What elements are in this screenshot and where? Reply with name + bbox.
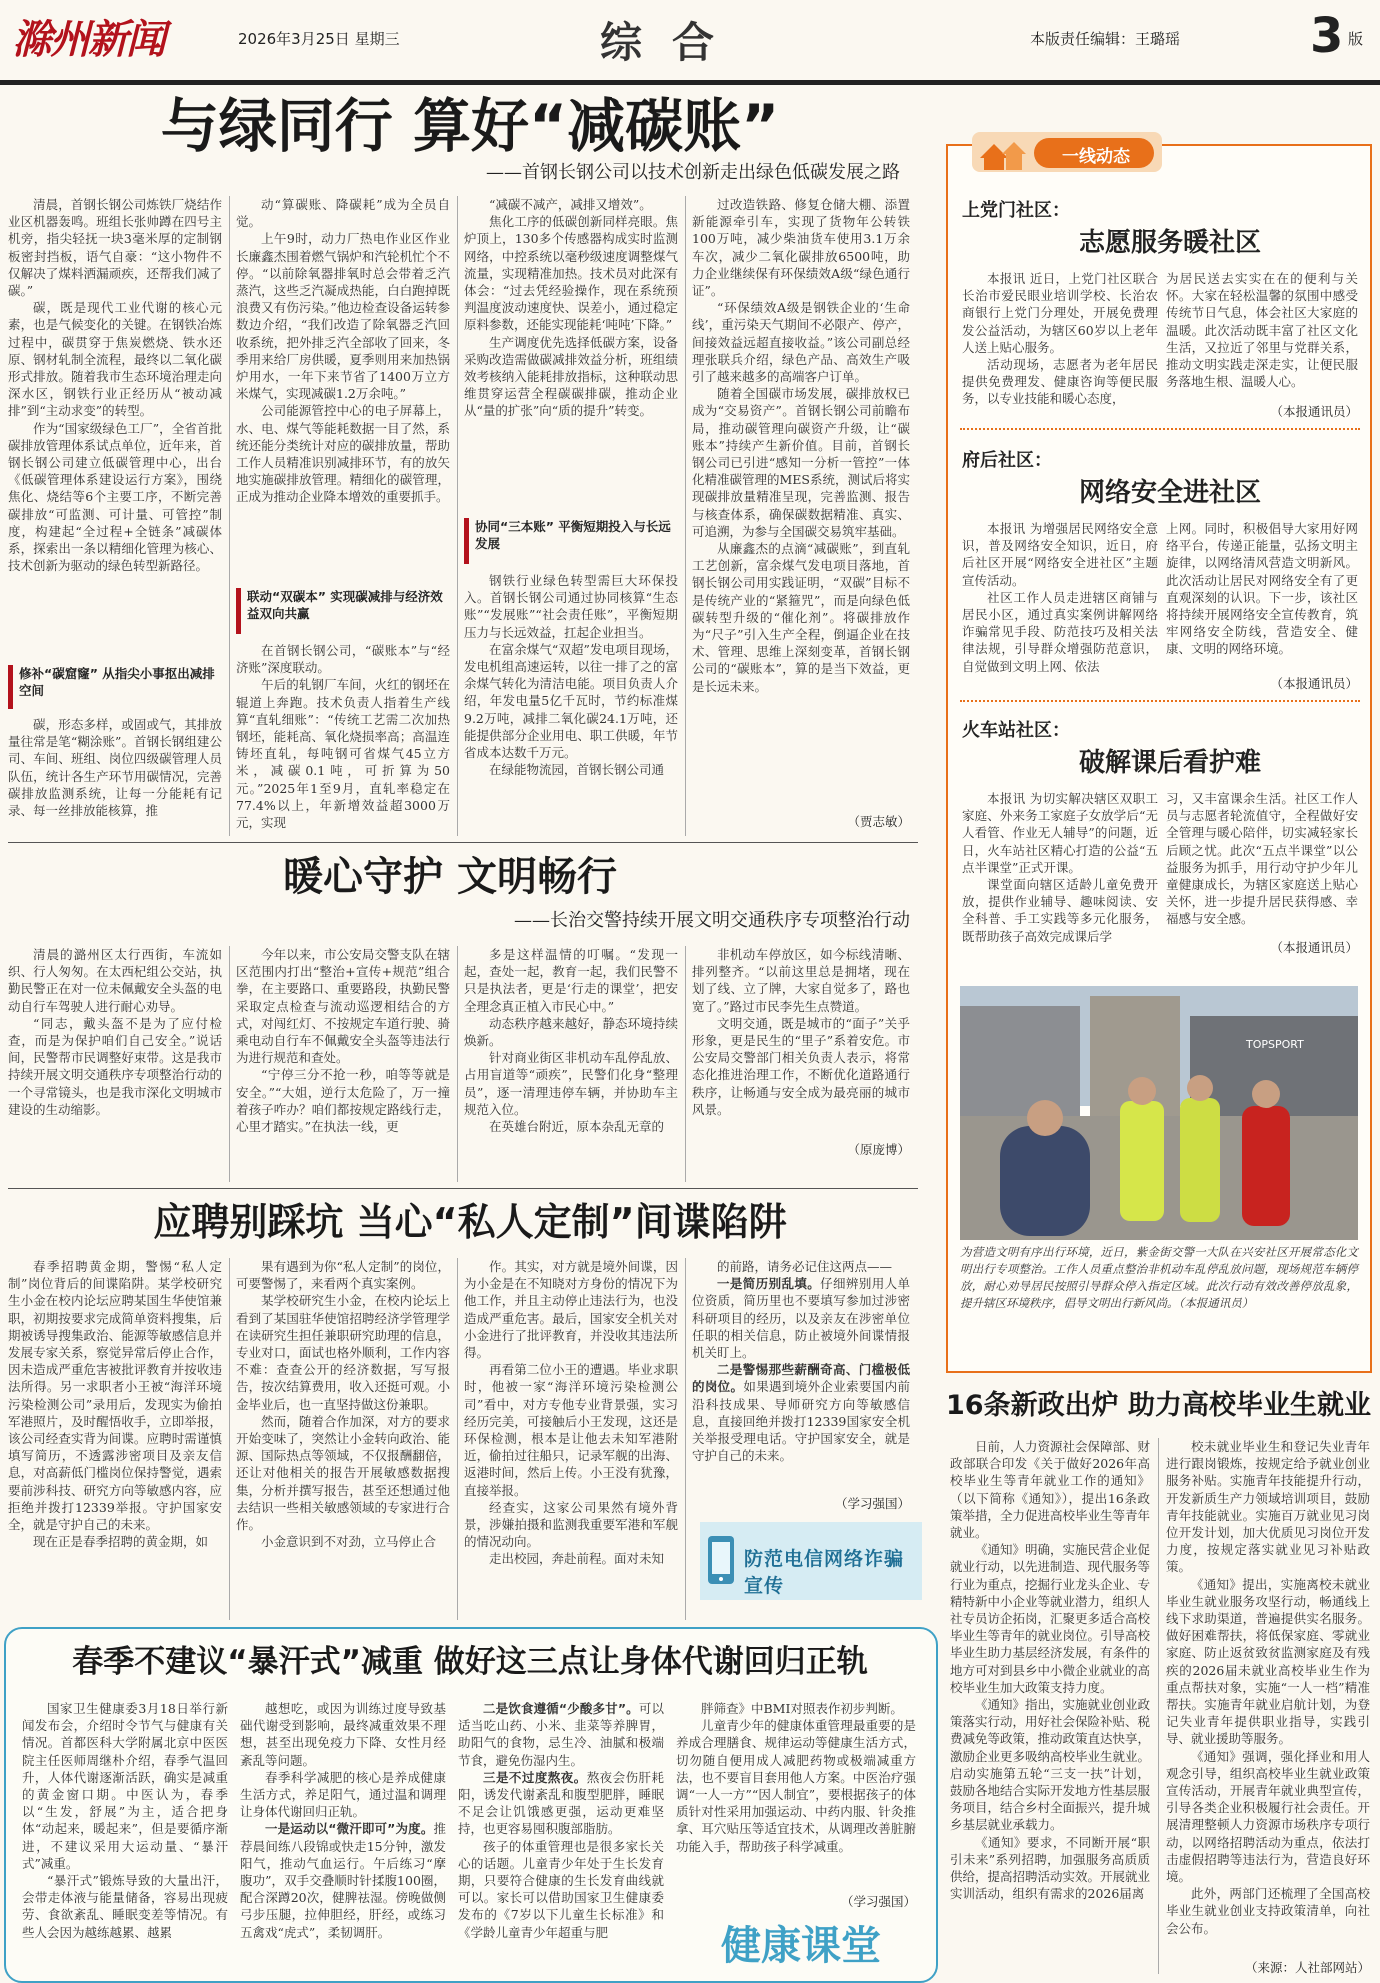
traffic-police-photo: [960, 986, 1358, 1240]
community-banner-title: 一线动态: [1062, 147, 1130, 167]
paragraph: 某学校研究生小金，在校内论坛上看到了某国驻华使馆招聘经济学管理学在读研究生担任兼职研究助理的信息，专业对口，面试也格外顺利，工作内容不难：查查公开的经济数据，写写报告，按次结算费用，收入还挺可观。小金毕业后，也一直坚持做这份兼职。: [236, 1293, 450, 1412]
health-column-3: [458, 1700, 664, 1970]
article2-column-4: [692, 946, 910, 1136]
page-editor: 本版责任编辑：王璐瑶: [1030, 30, 1181, 48]
column-rule: [457, 1258, 458, 1620]
paragraph: 动态秩序越来越好，静态环境持续焕新。: [464, 1015, 678, 1049]
paragraph: 习，又丰富课余生活。社区工作人员与志愿者轮流值守，全程做好安全管理与暖心陪伴，切实减轻家长后顾之忧。此次“五点半课堂”以公益服务为抓手，用行动守护少年儿童健康成长，为辖区家庭送上贴心关怀，进一步提升居民获得感、幸福感与安全感。: [1166, 791, 1358, 927]
paragraph: 清晨的潞州区太行西街，车流如织、行人匆匆。在太西杞组公交站，执勤民警正在对一位未佩戴安全头盔的电动自行车驾驶人进行耐心劝导。: [8, 947, 222, 1014]
shop-sign: TOPSPORT: [1246, 1038, 1304, 1051]
paragraph: 校未就业毕业生和登记失业青年进行跟岗锻炼，按规定给予就业创业服务补贴。实施青年技能提升行动，开发新质生产力领域培训项目，鼓励青年技能就业。实施百万就业见习岗位开发计划，加大优质见习岗位开发力度，按规定落实就业见习补贴政策。: [1166, 1439, 1370, 1575]
newspaper-logo: 滁州新闻: [12, 17, 164, 63]
paragraph: 儿童青少年的健康体重管理最重要的是养成合理膳食、规律运动等健康生活方式，切勿随自便用成人减肥药物或极端减重方法，也不要盲目套用他人方案。中医治疗强调“一人一方”“因人制宜”，要根据孩子的体质针对性采用加强运动、中药内服、针灸推拿、耳穴贴压等适宜技术，从调理改善脏腑功能入手，帮助孩子科学减重。: [676, 1718, 916, 1854]
paragraph: 午后的轧钢厂车间，火红的钢坯在辊道上奔跑。技术负责人指着生产线算“直轧细账”：“传统工艺需二次加热钢坯，能耗高、氧化烧损率高；高温连铸坯直轧，每吨钢可省煤气45立方米，减碳0.1吨，可折算为50元。”2025年1至9月，直轧率稳定在77.4%以上，年新增效益超3000万元，实现: [236, 677, 450, 831]
dotted-divider: [960, 700, 1360, 702]
paragraph: 碳，形态多样，或固或气，其排放量往常是笔“糊涂账”。首钢长钢组建公司、车间、班组、岗位四级碳管理人员队伍，统计各生产环节用碳情况，完善碳排放监测系统，让每一分能耗有记录、每一丝排放能核算，推: [8, 717, 222, 819]
paragraph: 在富余煤气“双超”发电项目现场，发电机组高速运转，以往一排了之的富余煤气转化为清洁电能。项目负责人介绍，年发电量5亿千瓦时，节约标准煤9.2万吨，减排二氧化碳24.1万吨，还能提供部分企业用电、职工供暖，年节省成本达数千万元。: [464, 641, 678, 761]
paragraph: “环保绩效A级是钢铁企业的‘生命线’，重污染天气期间不必限产、停产，间接效益远超直接收益。”该公司副总经理张联兵介绍，绿色产品、高效生产吸引了越来越多的高端客户订单。: [692, 300, 910, 385]
column-rule: [457, 196, 458, 836]
health-class-banner: 健康课堂: [721, 1923, 881, 1969]
article1-column-1: [8, 196, 222, 658]
lead-phrase: 三是不过度熬夜。: [483, 1769, 587, 1785]
health-byline: （学习强国）: [840, 1894, 916, 1909]
article3-title: 应聘别踩坑 当心“私人定制”间谍陷阱: [153, 1200, 787, 1244]
community-2-left: [962, 520, 1158, 690]
paragraph: 焦化工序的低碳创新同样亮眼。焦炉顶上，130多个传感器构成实时监测网络，中控系统以毫秒级速度调整煤气流量，实现精准加热。技术员对此深有体会：“过去凭经验操作，现在系统预判温度波动速度快、误差小，通过稳定原料参数，还能实现能耗‘吨吨’下降。”: [464, 214, 678, 333]
community-2-byline: （本报通讯员）: [1270, 676, 1358, 691]
paragraph: 经查实，这家公司果然有境外背景，涉嫌拍摄和监测我重要军港和军舰的情况动向。: [464, 1499, 678, 1550]
paragraph: 本报讯 为切实解决辖区双职工家庭、外来务工家庭子女放学后“无人看管、作业无人辅导”的问题，近日，火车站社区精心打造的公益“五点半课堂”正式开课。: [962, 791, 1158, 875]
paragraph: 《通知》指出，实施就业创业政策落实行动，用好社会保险补贴、税费减免等政策，推动政策直达快享，激励企业更多吸纳高校毕业生就业。启动实施第五轮“三支一扶”计划，鼓励各地结合实际开发地方性基层服务项目，结合乡村全面振兴，提升城乡基层就业承载力。: [950, 1697, 1150, 1833]
community-banner: [972, 128, 1162, 176]
community-1-left: [962, 270, 1158, 420]
paragraph: 上网。同时，积极倡导大家用好网络平台，传递正能量，弘扬文明主旋律，以网络清风营造文明新风。此次活动让居民对网络安全有了更直观深刻的认识。下一步，该社区将持续开展网络安全宣传教育，筑牢网络安全防线，营造安全、健康、文明的网络环境。: [1166, 521, 1358, 657]
issue-date: 2026年3月25日 星期三: [238, 30, 400, 48]
community-1-title: 志愿服务暖社区: [1078, 228, 1261, 258]
subheading-box-1: [8, 665, 222, 709]
paragraph: 走出校园，奔赴前程。面对未知: [489, 1551, 665, 1567]
article2-column-1: [8, 946, 222, 1182]
paragraph: 三是不过度熬夜。熬夜会伤肝耗阳，诱发代谢紊乱和腹型肥胖，睡眠不足会让饥饿感更强，运动更难坚持，也更容易囤积腹部脂肪。: [458, 1769, 664, 1837]
community-3-label: 火车站社区：: [962, 720, 1070, 741]
article1-column-2b: [236, 642, 450, 836]
community-3-byline: （本报通讯员）: [1270, 940, 1358, 955]
article2-byline: （原庞博）: [847, 1142, 910, 1157]
column-rule: [229, 196, 230, 836]
anti-fraud-banner: [700, 1522, 922, 1600]
paragraph: 本报讯 为增强居民网络安全意识，普及网络安全知识，近日，府后社区开展“网络安全进社区”主题宣传活动。: [962, 521, 1158, 588]
paragraph: 非机动车停放区，如今标线清晰、排列整齐。“以前这里总是拥堵，现在划了线、立了牌，大家自觉多了，路也宽了。”路过市民李先生点赞道。: [692, 947, 910, 1014]
paragraph: 再看第二位小王的遭遇。毕业求职时，他被一家“海洋环境污染检测公司”看中，对方专他专业背景强，实习经历完美，可接触后小王发现，这还是环保检测，根本是让他去未知军港附近，偷拍过往船只，记录军舰的出海、返港时间，然后上传。小王没有犹豫，直接举报。: [464, 1362, 678, 1498]
paragraph: 国家卫生健康委3月18日举行新闻发布会，介绍时令节气与健康有关情况。首都医科大学附属北京中医医院主任医师周继朴介绍，春季气温回升，人体代谢逐渐活跃，确实是减重的黄金窗口期。中医认为，春季以“生发，舒展”为主，适合把身体“动起来，暖起来”，但是要循序渐进，不建议采用大运动量、“暴汗式”减重。: [22, 1701, 228, 1871]
section-divider: [8, 1188, 918, 1189]
subheading-box-2: [236, 588, 450, 634]
column-rule: [685, 946, 686, 1182]
article1-byline: （贾志敏）: [847, 814, 910, 829]
paragraph: 针对商业街区非机动车乱停乱放、占用盲道等“顽疾”，民警们化身“整理员”，逐一清理违停车辆，并协助车主规范入位。: [464, 1050, 678, 1117]
article3-column-4: [692, 1258, 910, 1490]
article4-title: 16条新政出炉 助力高校毕业生就业: [946, 1390, 1371, 1421]
paragraph: 一是简历别乱填。仔细辨别用人单位资质，简历里也不要填写参加过涉密科研项目的经历，以及亲友在涉密单位任职的相关信息，防止被境外间谍情报机关盯上。: [692, 1276, 910, 1361]
article3-byline: （学习强国）: [834, 1496, 910, 1511]
paragraph: 本报讯 近日，上党门社区联合长治市爱民眼业培训学校、长治农商银行上党门分理处，开展免费理发公益活动，为辖区60岁以上老年人送上贴心服务。: [962, 271, 1158, 355]
community-1-right: [1166, 270, 1358, 420]
paragraph: 在英雄台附近，原本杂乱无章的: [489, 1119, 665, 1135]
paragraph: 文明交通，既是城市的“面子”关乎形象，更是民生的“里子”系着安危。市公安局交警部门相关负责人表示，将常态化推进治理工作，不断优化道路通行秩序，让畅通与安全成为最亮丽的城市风景。: [692, 1015, 910, 1117]
article1-column-3: [464, 196, 678, 496]
paragraph: 《通知》要求，不同断开展“职引未来”系列招聘，加强服务高质质供给，提高招聘活动实效。开展就业实训活动，组织有需求的2026届离: [950, 1834, 1150, 1902]
article1-subheading-2: 联动“双碳本” 实现碳减排与经济效益双向共赢: [247, 589, 443, 621]
paragraph: 钢铁行业绿色转型需巨大环保投入。首钢长钢公司通过协同核算“生态账”“发展账”“社会责任账”，平衡短期压力与长远效益，扛起企业担当。: [464, 573, 678, 640]
paragraph: 二是警惕那些薪酬奇高、门槛极低的岗位。如果遇到境外企业索要国内前沿科技成果、导师研究方向等敏感信息，直接回绝并拨打12339国家安全机关举报受理电话。守护国家安全，就是守护自己的未来。: [692, 1362, 910, 1464]
community-1-byline: （本报通讯员）: [1270, 404, 1358, 419]
article2-column-2: [236, 946, 450, 1182]
article1-column-3b: [464, 572, 678, 836]
paragraph: 作。其实，对方就是境外间谍，因为小金是在不知晓对方身份的情况下为他工作，并且主动停止违法行为，也没造成严重危害。最后，国家安全机关对小金进行了批评教育，并没收其违法所得。: [464, 1259, 678, 1361]
paragraph: 上午9时，动力厂热电作业区作业长廉鑫杰围着燃气锅炉和汽轮机忙个不停。“以前除氧器排氧时总会带着乏汽蒸汽，这些乏汽凝成热能，白白跑掉既浪费又有伤污染。”他边检查设备运转参数边介绍，“我们改造了除氧器乏汽回收系统，把外排乏汽全部收了回来，冬季用来给厂房供暖，夏季则用来加热锅炉用水，一年下来节省了1400万立方米煤气，实现减碳1.2万余吨。”: [236, 231, 450, 402]
page-label: 版: [1348, 30, 1364, 48]
article1-column-2: [236, 196, 450, 578]
paragraph: 胖筛查》中BMI对照表作初步判断。: [701, 1701, 903, 1716]
community-3-title: 破解课后看护难: [1078, 748, 1261, 778]
paragraph: 然而，随着合作加深，对方的要求开始变味了，突然让小金转向政治、能源、国际热点等领域，不仅报酬翻倍，还让对他相关的报告开展敏感数据搜集，分析并撰写报告，甚至还想通过他去结识一些相关敏感领域的专家进行合作。: [236, 1413, 450, 1533]
paragraph: 随着全国碳市场发展，碳排放权已成为“交易资产”。首钢长钢公司前瞻布局，推动碳管理向碳资产升级，让“碳账本”持续产生新价值。目前，首钢长钢公司已引进“感知一分析一管控”一体化精准碳管理的MES系统，测试后将实现碳排放量精准呈现，完善监测、报告与核查体系，确保碳数据精准、真实、可追溯，为参与全国碳交易筑牢基础。: [692, 386, 910, 539]
article2-subtitle: ——长治交警持续开展文明交通秩序专项整治行动: [514, 910, 910, 931]
section-divider: [8, 842, 918, 843]
paragraph: 为居民送去实实在在的便利与关怀。大家在轻松温馨的氛围中感受传统节日气息，体会社区大家庭的温暖。此次活动既丰富了社区文化生活，又拉近了邻里与党群关系，推动文明实践走深走实，让便民服务落地生根、温暖人心。: [1166, 271, 1358, 390]
lead-phrase: 二是警惕那些薪酬奇高、门槛极低的岗位。: [692, 1362, 910, 1395]
photo-caption-text: 为营造文明有序出行环境，近日，紫金街交警一大队在兴安社区开展常态化文明出行专项整治。工作人员重点整治非机动车乱停乱放问题，现场规范车辆停放，耐心劝导居民按照引导群众停入指定区域。此次行动有效改善停放乱象，提升辖区环境秩序，倡导文明出行新风尚。: [960, 1245, 1358, 1310]
page-number: 3: [1310, 8, 1344, 64]
paragraph: 《通知》强调，强化择业和用人观念引导，组织高校毕业生就业政策宣传活动，开展青年就业典型宣传，引导各类企业积极履行社会责任。开展清理整顿人力资源市场秩序专项行动，以网络招聘活动为重点，依法打击虚假招聘等违法行为，营造良好环境。: [1166, 1748, 1370, 1885]
paragraph: 越想吃，或因为训练过度导致基础代谢受到影响，最终减重效果不理想，甚至出现免疫力下降、女性月经紊乱等问题。: [240, 1701, 446, 1768]
column-rule: [685, 1258, 686, 1620]
community-2-right: [1166, 520, 1358, 670]
paragraph: 现在正是春季招聘的黄金期，如: [33, 1534, 209, 1550]
paragraph: “宁停三分不抢一秒，咱等等就是安全。”“大姐，逆行太危险了，万一撞着孩子咋办？咱们都按规定路线行走，心里才踏实。”在执法一线，更: [236, 1067, 450, 1135]
paragraph: “同志，戴头盔不是为了应付检查，而是为保护咱们自己安全。”说话间，民警帮市民调整好束带。这是我市持续开展文明交通秩序专项整治行动的一个寻常镜头，也是我市深化文明城市建设的生动缩影。: [8, 1015, 222, 1117]
paragraph: 在绿能物流园，首钢长钢公司通: [489, 762, 665, 778]
paragraph: 碳，既是现代工业代谢的核心元素，也是气候变化的关键。在钢铁冶炼过程中，碳贯穿于焦炭燃烧、铁水还原、钢材轧制全流程，最终以二氧化碳形式排放。随着我市生态环境治理走向深水区，钢铁行业正经历从“被动减排”到“主动求变”的转型。: [8, 300, 222, 419]
anti-fraud-banner-text: 防范电信网络诈骗宣传: [744, 1548, 905, 1597]
article4-column-1: [950, 1438, 1150, 1974]
paragraph: 此外，两部门还梳理了全国高校毕业生就业创业支持政策清单，向社会公布。: [1166, 1886, 1370, 1936]
article1-title: 与绿同行 算好“减碳账”: [160, 92, 780, 160]
paragraph: 日前，人力资源社会保障部、财政部联合印发《关于做好2026年高校毕业生等青年就业工作的通知》（以下简称《通知》），提出16条政策举措，全力促进高校毕业生等青年就业。: [950, 1439, 1150, 1541]
lead-phrase: 一是简历别乱填。: [717, 1276, 821, 1292]
paragraph: 春季招聘黄金期，警惕“私人定制”岗位背后的间谍陷阱。某学校研究生小金在校内论坛应聘某国生华使馆兼职，初期按要求完成简单资料搜集，后期被诱导搜集政治、能源等敏感信息并发展专家关系，察觉异常后停止合作，因未造成严重危害被批评教育并按收违法所得。另一求职者小王被“海洋环境污染检测公司”录用后，发现实为偷拍军港照片，及时醒悟收手，立即举报，该公司经查实背为间谍。应聘时需谨慎填写简历，不透露涉密项目及亲友信息，对高薪低门槛岗位保持警觉，遇索要前涉科技、研究方向等敏感内容，应拒绝并拨打12339举报。守护国家安全，就是守护自己的未来。: [8, 1259, 222, 1533]
article4-byline: （来源：人社部网站）: [1244, 1960, 1370, 1975]
article2-column-3: [464, 946, 678, 1182]
article3-column-1: [8, 1258, 222, 1620]
article3-column-2: [236, 1258, 450, 1620]
health-column-1: [22, 1700, 228, 1970]
lead-phrase: 一是运动以“微汗即可”为度。: [265, 1821, 434, 1837]
paragraph: 公司能源管控中心的电子屏幕上，水、电、煤气等能耗数据一目了然，系统还能分类统计对应的碳排放量，帮助工作人员精准识别减排环节，有的放矢地实施碳排放管理。精细化的碳管理，正成为推动企业降本增效的重要抓手。: [236, 403, 450, 505]
column-rule: [1158, 1438, 1159, 1974]
paragraph: 多是这样温情的叮嘱。“发现一起，查处一起，教育一起，我们民警不只是执法者，更是‘行走的课堂’，把安全理念真正植入市民心中。”: [464, 947, 678, 1014]
paragraph: 小金意识到不对劲，立马停止合: [261, 1534, 437, 1550]
paragraph: 清晨，首钢长钢公司炼铁厂烧结作业区机器轰鸣。班组长张帅蹲在四号主机旁，指尖轻抚一块3毫米厚的定制钢板密封挡板，语气自豪：“这小物件不仅解决了煤料洒漏顽疾，还帮我们减了碳。”: [8, 197, 222, 299]
paragraph: 一是运动以“微汗即可”为度。推荐晨间练八段锦或快走15分钟，激发阳气，推动气血运行。午后练习“摩腹功”，双手交叠顺时针揉腹100圈，配合深蹲20次，健脾祛湿。傍晚做侧弓步压腿，拉伸胆经，肝经，或练习五禽戏“虎式”，柔韧调肝。: [240, 1821, 446, 1940]
paragraph: 今年以来，市公安局交警支队在辖区范围内打出“整治+宣传+规范”组合拳，在主要路口、重要路段，执勤民警采取定点检查与流动巡逻相结合的方式，对闯红灯、不按规定车道行驶、骑乘电动自行车不佩戴安全头盔等违法行为进行规范和查处。: [236, 947, 450, 1066]
paragraph: “减碳不减产，减排又增效”。: [489, 197, 652, 212]
masthead-rule: [0, 82, 1380, 85]
column-rule: [229, 946, 230, 1182]
column-rule: [457, 946, 458, 1182]
article1-subheading-3: 协同“三本账” 平衡短期投入与长远发展: [475, 519, 671, 551]
section-title: 综合: [600, 18, 745, 67]
paragraph: 生产调度优先选择低碳方案，设备采购改造需做碳减排效益分析，班组绩效考核纳入能耗排放指标，这种联动思维贯穿运营全程碳碳排碳，推动企业从“量的扩张”向“质的提升”转变。: [464, 334, 678, 419]
article4-column-2: [1166, 1438, 1370, 1954]
paragraph: 作为“国家级绿色工厂”，全省首批碳排放管理体系试点单位，近年来，首钢长钢公司建立低碳管理中心，出台《低碳管理体系建设运行方案》，围绕焦化、烧结等6个主要工序，不断完善碳排放“可监测、可计量、可管控”制度，构建起“全过程+全链条”减碳体系，探索出一条以精细化管理为核心、技术创新为驱动的绿色转型新路径。: [8, 420, 222, 574]
community-2-title: 网络安全进社区: [1078, 478, 1261, 508]
column-rule: [685, 196, 686, 836]
community-1-label: 上党门社区：: [962, 200, 1070, 221]
article1-column-1b: [8, 716, 222, 834]
lead-phrase: 二是饮食遵循“少酸多甘”。: [483, 1701, 639, 1716]
health-column-2: [240, 1700, 446, 1970]
paragraph: 活动现场，志愿者为老年居民提供免费理发、健康咨询等便民服务，以专业技能和暖心态度，: [962, 357, 1158, 407]
paragraph: 《通知》明确，实施民营企业促就业行动，以先进制造、现代服务等行业为重点，挖掘行业龙头企业、专精特新中小企业等就业潜力，组织人社专员访企拓岗，汇聚更多适合高校毕业生等青年的就业岗位。引导高校毕业生助力基层经济发展，有条件的地方可对到县乡中小微企业就业的高校毕业生加大政策支持力度。: [950, 1542, 1150, 1695]
community-3-left: [962, 790, 1158, 970]
paragraph: 在首钢长钢公司，“碳账本”与“经济账”深度联动。: [236, 643, 450, 676]
street-scene-illustration: [960, 986, 1358, 1240]
photo-byline: （本报通讯员）: [1178, 1296, 1254, 1310]
article1-subheading-1: 修补“碳窟窿” 从指尖小事抠出减排空间: [19, 666, 215, 698]
paragraph: 二是饮食遵循“少酸多甘”。可以适当吃山药、小米、韭菜等养脾胃，助阳气的食物，忌生冷、油腻和极端节食，避免伤湿内生。: [458, 1701, 664, 1768]
paragraph: “暴汗式”锻炼导致的大量出汗，会带走体液与能量储备，容易出现疲劳、食欲紊乱、睡眠变差等情况。有些人会因为越练越累、越累: [22, 1873, 228, 1940]
paragraph: 社区工作人员走进辖区商铺与居民小区，通过真实案例讲解网络诈骗常见手段、防范技巧及相关法律法规，引导群众增强防范意识，自觉做到文明上网、依法: [962, 589, 1158, 674]
paragraph: 课堂面向辖区适龄儿童免费开放，提供作业辅导、趣味阅读、安全科普、手工实践等多元化服务，既帮助孩子高效完成课后学: [962, 877, 1158, 944]
paragraph: 春季科学减肥的核心是养成健康生活方式，养足阳气，通过温和调理让身体代谢回归正轨。: [240, 1769, 446, 1820]
paragraph: 的前路，请务必记住这两点——: [717, 1259, 893, 1274]
article3-column-3: [464, 1258, 678, 1620]
health-title: 春季不建议“暴汗式”减重 做好这三点让身体代谢回归正轨: [72, 1644, 868, 1680]
paragraph: 从廉鑫杰的点滴“减碳账”，到直轧工艺创新，富余煤气发电项目落地，首钢长钢公司用实践证明，“双碳”目标不是传统产业的“紧箍咒”，而是向绿色低碳转型升级的“催化剂”。将碳排放作为“尺子”引入生产全程，倒逼企业在技术、管理、思维上深刻变革，首钢长钢公司的“碳账本”，算的是当下效益，更是长远未来。: [692, 541, 910, 694]
article2-title: 暖心守护 文明畅行: [283, 854, 617, 900]
paragraph: 果有遇到为你“私人定制”的岗位，可要警惕了，来看两个真实案例。: [236, 1259, 450, 1292]
paragraph: 过改造铁路、修复仓储大棚、添置新能源牵引车，实现了货物年公转铁100万吨，减少柴油货车使用3.1万余车次，减少二氧化碳排放6500吨，助力企业继续保有环保绩效A级“绿色通行证”。: [692, 197, 910, 299]
article1-column-4: [692, 196, 910, 808]
community-3-right: [1166, 790, 1358, 936]
paragraph: 孩子的体重管理也是很多家长关心的话题。儿童青少年处于生长发育期，只要符合健康的生长发育曲线就可以。家长可以借助国家卫生健康委发布的《7岁以下儿童生长标准》和《学龄儿童青少年超重与肥: [458, 1838, 664, 1940]
health-column-4: [676, 1700, 916, 1892]
subheading-box-3: [464, 518, 678, 564]
community-2-label: 府后社区：: [962, 450, 1052, 471]
article1-subtitle: ——首钢长钢公司以技术创新走出绿色低碳发展之路: [486, 162, 900, 183]
dotted-divider: [960, 428, 1360, 430]
column-rule: [229, 1258, 230, 1620]
paragraph: 动“算碳账、降碳耗”成为全员自觉。: [236, 197, 450, 230]
photo-caption: [960, 1244, 1358, 1364]
paragraph: 《通知》提出，实施离校未就业毕业生就业服务攻坚行动，畅通线上线下求助渠道，普遍提供实名服务。做好困难帮扶，将低保家庭、零就业家庭、防止返贫致贫监测家庭及有残疾的2026届未就业高校毕业生作为重点帮扶对象，实施“一人一档”精准帮扶。实施青年就业启航计划，为登记失业青年提供职业指导，实践引导、就业援助等服务。: [1166, 1576, 1370, 1747]
